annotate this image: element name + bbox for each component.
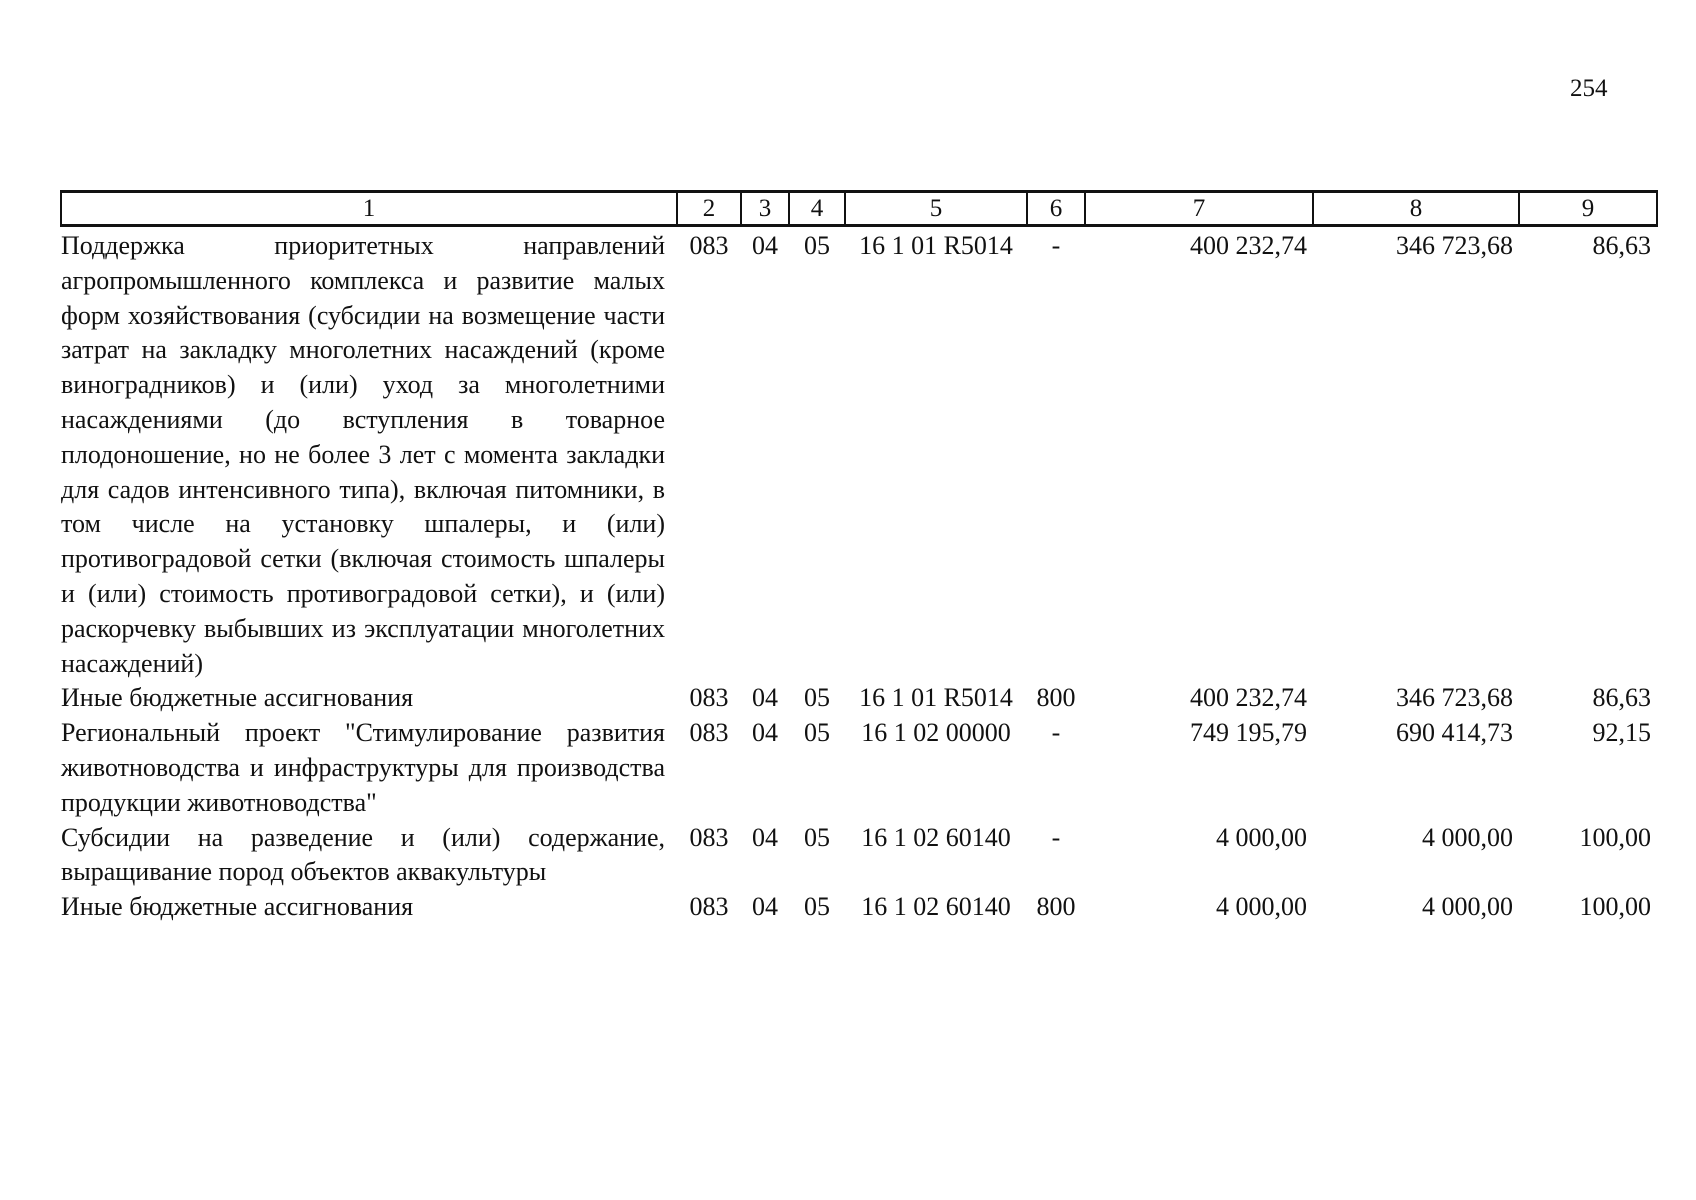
row-actual-amount: 690 414,73 [1396,718,1513,748]
row-target-article: 16 1 02 00000 [861,718,1011,748]
row-ministry-code: 083 [689,892,729,922]
row-expense-type: - [1051,231,1061,260]
row-name: Субсидии на разведение и (или) содержание, выращивание пород объектов аквакультуры [61,822,665,887]
row-ministry-code: 083 [689,683,729,713]
table-header [61,192,1657,226]
row-name: Поддержка приоритетных направлений агропромышленного комплекса и развитие малых форм хозяйствования (субсидии на возмещение части затрат на закладку многолетних насаждений (кроме виноградников) и (или) уход за многолетними насаждениями (до вступления в товарное плодоношение, но не более 3 лет с момента закладки для садов интенсивного типа), включая питомники, в том числе на установку шпалеры, и (или) противоградовой сетки (включая стоимость шпалеры и (или) стоимость противоградовой сетки), и (или) раскорчевку выбывших из эксплуатации многолетних насаждений) [61,231,665,678]
row-percent: 100,00 [1579,822,1651,852]
row-target-article: 16 1 01 R5014 [859,231,1013,260]
row-actual-amount: 346 723,68 [1396,231,1513,260]
header-col-8: 8 [1313,192,1519,226]
header-col-4: 4 [789,192,845,226]
row-planned-amount: 4 000,00 [1216,822,1307,852]
header-col-3: 3 [741,192,789,226]
row-actual-amount: 346 723,68 [1396,683,1513,713]
table-row [61,226,1657,682]
row-ministry-code: 083 [689,718,729,748]
row-ministry-code: 083 [689,822,729,852]
table-row [61,716,1657,820]
row-actual-amount: 4 000,00 [1422,892,1513,922]
row-subsection-code: 05 [804,718,830,748]
row-expense-type: - [1051,718,1061,748]
row-name: Региональный проект "Стимулирование развития животноводства и инфраструктуры для производства продукции животноводства" [61,718,665,817]
row-name: Иные бюджетные ассигнования [61,892,414,922]
header-col-1: 1 [61,192,677,226]
row-expense-type: - [1051,822,1061,852]
row-target-article: 16 1 02 60140 [861,892,1011,922]
row-section-code: 04 [752,718,778,748]
budget-table [60,190,1658,925]
row-subsection-code: 05 [804,231,830,260]
header-row [61,192,1657,226]
row-subsection-code: 05 [804,683,830,713]
row-percent: 86,63 [1592,683,1651,713]
row-planned-amount: 400 232,74 [1190,231,1307,260]
row-target-article: 16 1 01 R5014 [859,683,1013,713]
row-section-code: 04 [752,892,778,922]
row-planned-amount: 4 000,00 [1216,892,1307,922]
row-section-code: 04 [752,231,778,260]
row-planned-amount: 400 232,74 [1190,683,1307,713]
table-row [61,821,1657,891]
table-row [61,681,1657,716]
row-planned-amount: 749 195,79 [1190,718,1307,748]
header-col-2: 2 [677,192,741,226]
row-section-code: 04 [752,683,778,713]
row-expense-type: 800 [1036,892,1076,922]
page-number: 254 [1570,75,1608,102]
header-col-7: 7 [1085,192,1313,226]
header-col-5: 5 [845,192,1027,226]
row-name: Иные бюджетные ассигнования [61,683,414,713]
row-actual-amount: 4 000,00 [1422,822,1513,852]
table-body [61,226,1657,925]
row-subsection-code: 05 [804,822,830,852]
row-percent: 86,63 [1592,231,1651,260]
row-expense-type: 800 [1036,683,1076,713]
row-percent: 100,00 [1579,892,1651,922]
row-section-code: 04 [752,822,778,852]
row-ministry-code: 083 [689,231,729,260]
row-target-article: 16 1 02 60140 [861,822,1011,852]
table-row [61,890,1657,925]
header-col-9: 9 [1519,192,1657,226]
header-col-6: 6 [1027,192,1085,226]
row-percent: 92,15 [1592,718,1651,748]
row-subsection-code: 05 [804,892,830,922]
